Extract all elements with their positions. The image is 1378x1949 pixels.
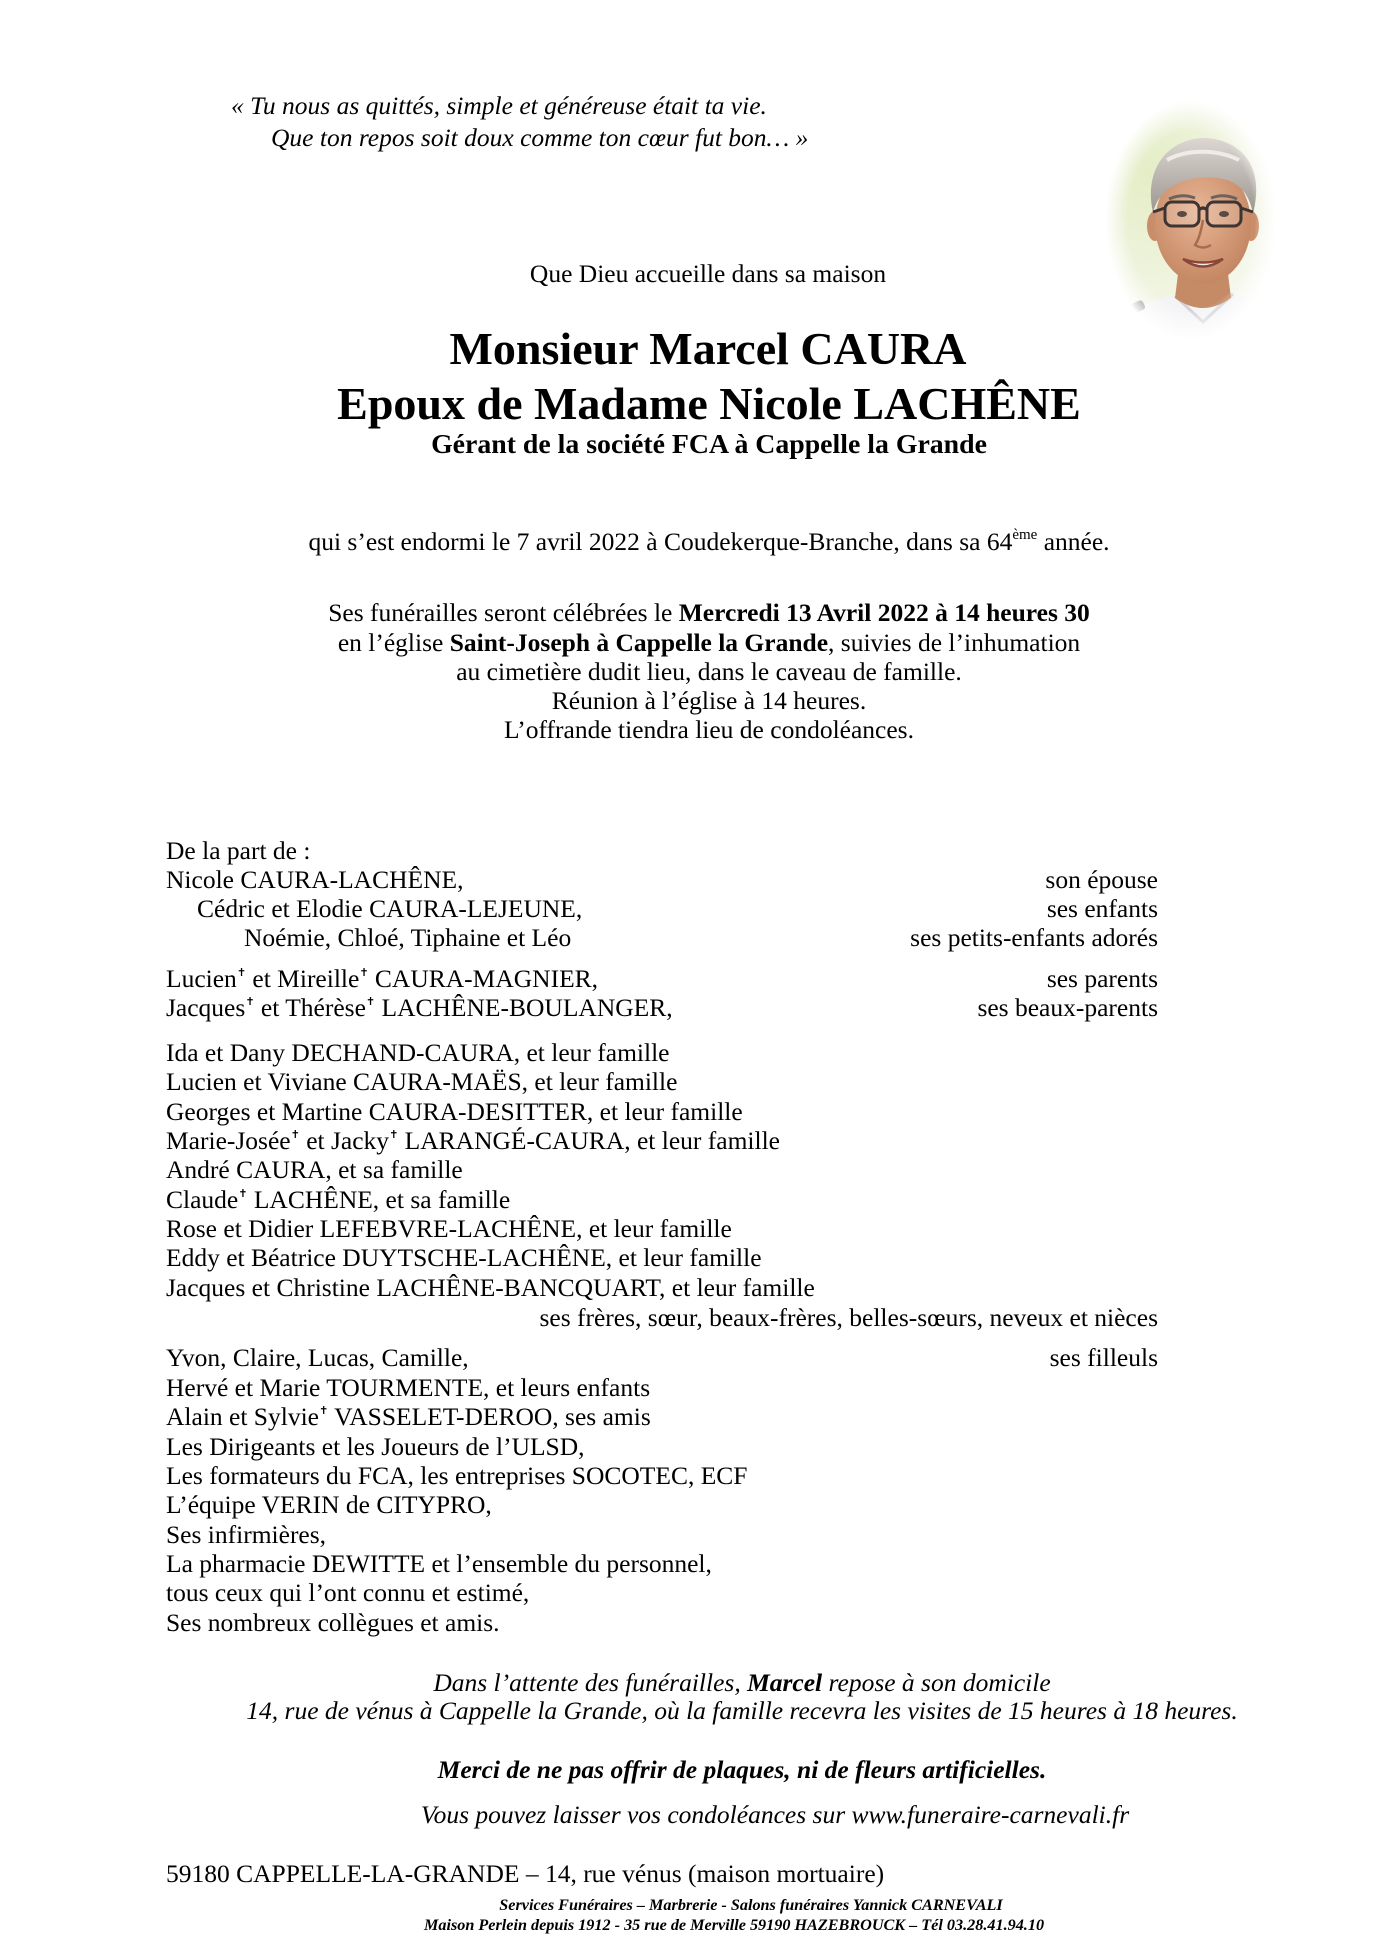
godchildren-name: Yvon, Claire, Lucas, Camille,: [166, 1343, 469, 1372]
name-part: LARANGÉ-CAURA, et leur famille: [398, 1126, 780, 1155]
sibling-line: André CAURA, et sa famille: [166, 1155, 463, 1184]
mortuary-address: 59180 CAPPELLE-LA-GRANDE – 14, rue vénus (maison mortuaire): [166, 1859, 885, 1888]
condolences-website-line: Vous pouvez laisser vos condoléances sur www.funeraire-carnevali.fr: [420, 1800, 1130, 1829]
epitaph-quote-line-2: Que ton repos soit doux comme ton cœur fut bon… »: [271, 123, 809, 152]
family-children-name: Cédric et Elodie CAURA-LEJEUNE,: [197, 894, 583, 923]
name-part: et Mireille: [246, 964, 360, 993]
visitation-suffix: repose à son domicile: [822, 1668, 1051, 1697]
deceased-name: Monsieur Marcel CAURA: [449, 323, 967, 374]
death-text: qui s’est endormi le 7 avril 2022 à Coudekerque-Branche, dans sa 64: [308, 527, 1013, 556]
mourner-line: tous ceux qui l’ont connu et estimé,: [166, 1578, 530, 1607]
visitation-address-line: 14, rue de vénus à Cappelle la Grande, où la famille recevra les visites de 15 heures à 18 heures.: [246, 1696, 1238, 1725]
mourner-line: Les formateurs du FCA, les entreprises SOCOTEC, ECF: [166, 1461, 748, 1490]
burial-line: au cimetière dudit lieu, dans le caveau de famille.: [456, 657, 962, 686]
epitaph-quote-line-1: « Tu nous as quittés, simple et généreuse était ta vie.: [231, 91, 767, 120]
deceased-cross-icon: ✝: [365, 995, 376, 1008]
death-notice-line: [308, 526, 1109, 558]
family-spouse-relation: son épouse: [1045, 865, 1158, 894]
mourner-line: Ses infirmières,: [166, 1520, 327, 1549]
sibling-line: [166, 1184, 510, 1216]
visitation-prefix: Dans l’attente des funérailles,: [433, 1668, 748, 1697]
sibling-line: Eddy et Béatrice DUYTSCHE-LACHÊNE, et leur famille: [166, 1243, 762, 1272]
church-prefix: en l’église: [337, 628, 450, 657]
funeral-home-address: Maison Perlein depuis 1912 - 35 rue de Merville 59190 HAZEBROUCK – Tél 03.28.41.94.10: [423, 1916, 1045, 1934]
sibling-line: [166, 1125, 780, 1157]
portrait-photo: [1105, 100, 1277, 340]
mourner-line: Ses nombreux collègues et amis.: [166, 1608, 500, 1637]
funeral-service-text: Ses funérailles seront célébrées le: [328, 598, 679, 627]
deceased-cross-icon: ✝: [236, 966, 247, 979]
occupation-line: Gérant de la société FCA à Cappelle la Grande: [431, 429, 987, 460]
offering-line: L’offrande tiendra lieu de condoléances.: [504, 715, 914, 744]
deceased-cross-icon: ✝: [290, 1128, 300, 1141]
deceased-cross-icon: ✝: [318, 1404, 329, 1417]
deceased-cross-icon: ✝: [238, 1187, 248, 1200]
deceased-cross-icon: ✝: [359, 966, 369, 979]
family-grandchildren-name: Noémie, Chloé, Tiphaine et Léo: [244, 923, 572, 952]
deceased-cross-icon: ✝: [389, 1128, 399, 1141]
spouse-line: Epoux de Madame Nicole LACHÊNE: [337, 378, 1081, 429]
family-spouse-name: Nicole CAURA-LACHÊNE,: [166, 865, 464, 894]
siblings-relation: ses frères, sœur, beaux-frères, belles-sœurs, neveux et nièces: [539, 1303, 1158, 1332]
church-suffix: , suivies de l’inhumation: [828, 628, 1081, 657]
name-part: Claude: [166, 1185, 239, 1214]
family-parents-relation: ses parents: [1046, 964, 1158, 993]
name-part: Alain et Sylvie: [166, 1402, 319, 1431]
name-part: CAURA-MAGNIER,: [368, 964, 599, 993]
family-heading: De la part de :: [166, 836, 311, 865]
intro-line: Que Dieu accueille dans sa maison: [529, 259, 887, 288]
name-part: et Jacky: [299, 1126, 390, 1155]
name-part: Jacques: [166, 993, 246, 1022]
ordinal-suffix: ème: [1012, 527, 1038, 543]
mourner-line: Hervé et Marie TOURMENTE, et leurs enfants: [166, 1373, 651, 1402]
sibling-line: Jacques et Christine LACHÊNE-BANCQUART, et leur famille: [166, 1273, 815, 1302]
funeral-service-line: [328, 597, 1090, 629]
family-children-relation: ses enfants: [1046, 894, 1158, 923]
death-text-end: année.: [1037, 527, 1110, 556]
visitation-name: Marcel: [747, 1668, 823, 1697]
mourner-line: Les Dirigeants et les Joueurs de l’ULSD,: [166, 1432, 585, 1461]
sibling-line: Lucien et Viviane CAURA-MAËS, et leur famille: [166, 1067, 678, 1096]
deceased-cross-icon: ✝: [245, 995, 255, 1008]
mourner-line: La pharmacie DEWITTE et l’ensemble du personnel,: [166, 1549, 712, 1578]
name-part: Marie-Josée: [166, 1126, 291, 1155]
flowers-request: Merci de ne pas offrir de plaques, ni de fleurs artificielles.: [437, 1755, 1047, 1784]
family-grandchildren-relation: ses petits-enfants adorés: [910, 923, 1158, 952]
sibling-line: Georges et Martine CAURA-DESITTER, et leur famille: [166, 1097, 743, 1126]
meeting-line: Réunion à l’église à 14 heures.: [551, 686, 867, 715]
family-parents-in-law-name: [166, 992, 673, 1024]
funeral-home-services: Services Funéraires – Marbrerie - Salons funéraires Yannick CARNEVALI: [499, 1896, 1003, 1914]
name-part: LACHÊNE-BOULANGER,: [375, 993, 673, 1022]
name-part: et Thérèse: [254, 993, 366, 1022]
name-part: Lucien: [166, 964, 237, 993]
church-name: Saint-Joseph à Cappelle la Grande: [449, 628, 829, 657]
family-parents-in-law-relation: ses beaux-parents: [977, 993, 1158, 1022]
funeral-church-line: [338, 627, 1080, 659]
name-part: LACHÊNE, et sa famille: [247, 1185, 511, 1214]
sibling-line: Rose et Didier LEFEBVRE-LACHÊNE, et leur famille: [166, 1214, 732, 1243]
family-parents-name: [166, 963, 598, 995]
funeral-datetime: Mercredi 13 Avril 2022 à 14 heures 30: [678, 598, 1090, 627]
mourner-line: L’équipe VERIN de CITYPRO,: [166, 1490, 492, 1519]
godchildren-relation: ses filleuls: [1049, 1343, 1158, 1372]
sibling-line: Ida et Dany DECHAND-CAURA, et leur famille: [166, 1038, 670, 1067]
mourner-line: [166, 1401, 651, 1433]
name-part: VASSELET-DEROO, ses amis: [328, 1402, 651, 1431]
